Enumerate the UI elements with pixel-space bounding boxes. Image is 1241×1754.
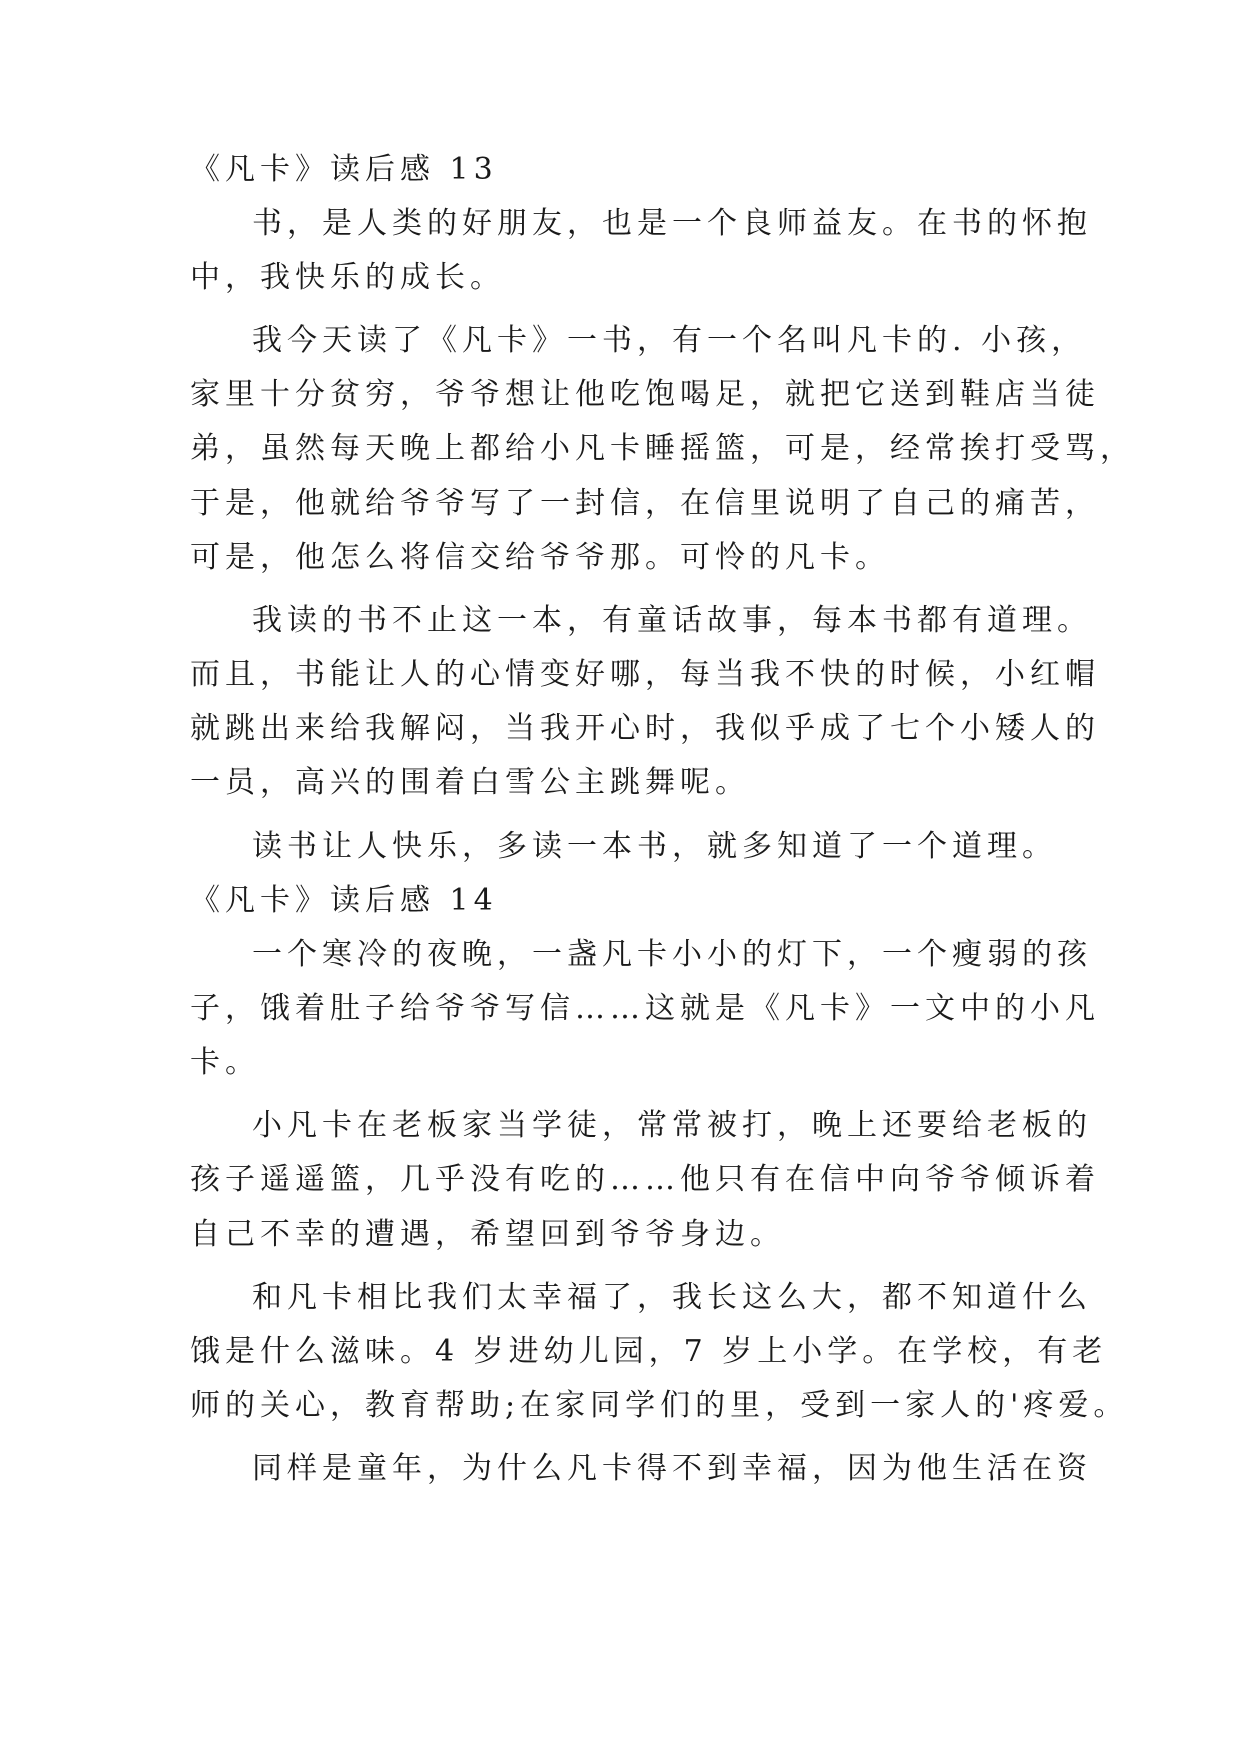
section-heading: 《凡卡》读后感 13 xyxy=(190,152,498,187)
text-line: 一个寒冷的夜晚，一盏凡卡小小的灯下，一个瘦弱的孩 xyxy=(252,937,1092,972)
text-line: 我读的书不止这一本，有童话故事，每本书都有道理。 xyxy=(252,603,1092,638)
text-line: 师的关心，教育帮助;在家同学们的里，受到一家人的'疼爱。 xyxy=(190,1388,1129,1423)
text-line: 而且，书能让人的心情变好哪，每当我不快的时候，小红帽 xyxy=(190,657,1100,692)
text-line: 孩子遥遥篮，几乎没有吃的……他只有在信中向爷爷倾诉着 xyxy=(190,1162,1100,1197)
text-line: 饿是什么滋味。4 岁进幼儿园，7 岁上小学。在学校，有老 xyxy=(190,1334,1108,1369)
text-line: 家里十分贫穷，爷爷想让他吃饱喝足，就把它送到鞋店当徒 xyxy=(190,377,1100,412)
text-line: 一员，高兴的围着白雪公主跳舞呢。 xyxy=(190,765,750,800)
section-heading: 《凡卡》读后感 14 xyxy=(190,883,498,918)
text-line: 自己不幸的遭遇，希望回到爷爷身边。 xyxy=(190,1217,785,1252)
text-line: 可是，他怎么将信交给爷爷那。可怜的凡卡。 xyxy=(190,540,890,575)
text-line: 中，我快乐的成长。 xyxy=(190,260,505,295)
text-line: 于是，他就给爷爷写了一封信，在信里说明了自己的痛苦， xyxy=(190,486,1100,521)
text-line: 我今天读了《凡卡》一书，有一个名叫凡卡的. 小孩， xyxy=(252,323,1087,358)
text-line: 读书让人快乐，多读一本书，就多知道了一个道理。 xyxy=(252,829,1057,864)
text-line: 书，是人类的好朋友，也是一个良师益友。在书的怀抱 xyxy=(252,206,1092,241)
text-line: 弟，虽然每天晚上都给小凡卡睡摇篮，可是，经常挨打受骂， xyxy=(190,431,1135,466)
text-line: 同样是童年，为什么凡卡得不到幸福，因为他生活在资 xyxy=(252,1451,1092,1486)
text-line: 和凡卡相比我们太幸福了，我长这么大，都不知道什么 xyxy=(252,1280,1092,1315)
text-line: 小凡卡在老板家当学徒，常常被打，晚上还要给老板的 xyxy=(252,1108,1092,1143)
text-line: 卡。 xyxy=(190,1045,260,1080)
text-line: 就跳出来给我解闷，当我开心时，我似乎成了七个小矮人的 xyxy=(190,711,1100,746)
text-line: 子，饿着肚子给爷爷写信……这就是《凡卡》一文中的小凡 xyxy=(190,991,1100,1026)
